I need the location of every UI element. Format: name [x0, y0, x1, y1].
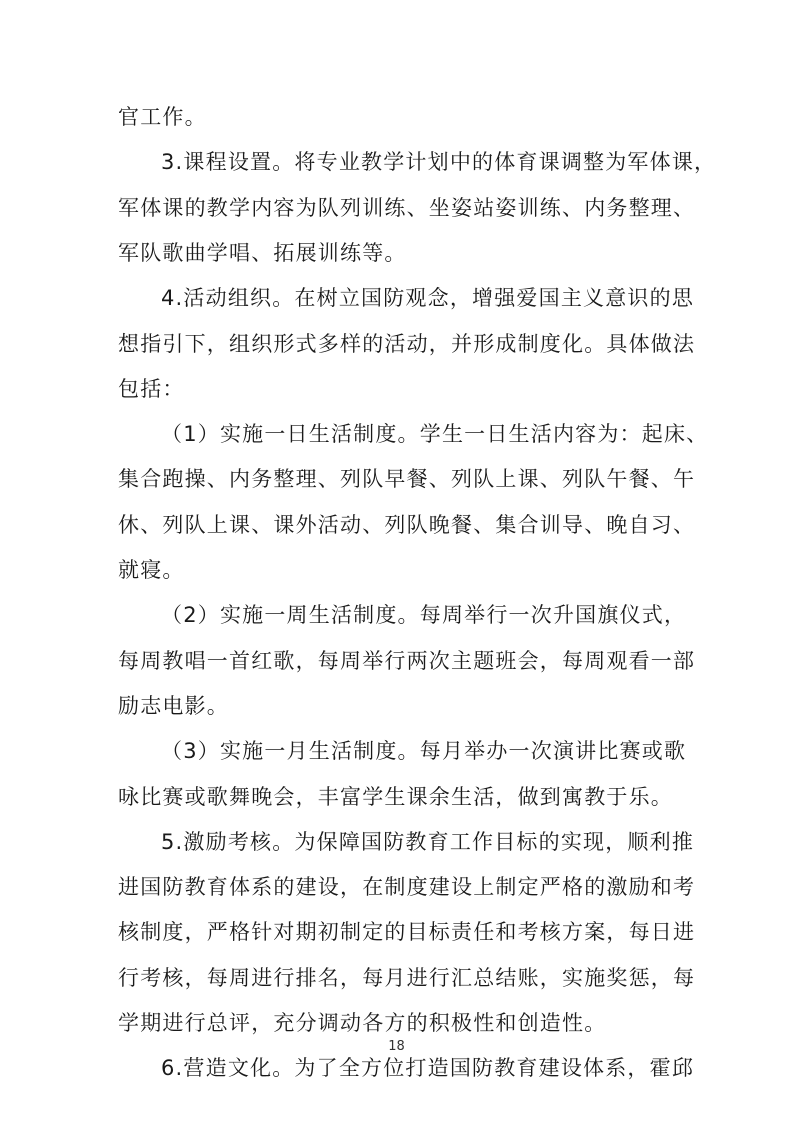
- text-line: 军体课的教学内容为队列训练、坐姿站姿训练、内务整理、: [118, 196, 696, 220]
- text-line: 军队歌曲学唱、拓展训练等。: [118, 241, 407, 265]
- text-line: 5.激励考核。为保障国防教育工作目标的实现，顺利推: [161, 830, 695, 854]
- text-line: 行考核，每周进行排名，每月进行汇总结账，实施奖惩，每: [118, 966, 696, 990]
- text-line: 想指引下，组织形式多样的活动，并形成制度化。具体做法: [118, 332, 696, 356]
- text-line: 就寝。: [118, 558, 185, 582]
- text-line: 6.营造文化。为了全方位打造国防教育建设体系，霍邱: [161, 1056, 695, 1080]
- text-line: 核制度，严格针对期初制定的目标责任和考核方案，每日进: [118, 920, 696, 944]
- page-number: 18: [388, 1039, 405, 1054]
- text-line: 3.课程设置。将专业教学计划中的体育课调整为军体课，: [161, 150, 717, 174]
- text-line: 休、列队上课、课外活动、列队晚餐、集合训导、晚自习、: [118, 513, 696, 537]
- text-line: （2）实施一周生活制度。每周举行一次升国旗仪式，: [161, 603, 687, 627]
- text-line: （3）实施一月生活制度。每月举办一次演讲比赛或歌: [161, 739, 687, 763]
- text-line: 包括：: [118, 377, 185, 401]
- text-line: （1）实施一日生活制度。学生一日生活内容为：起床、: [161, 422, 709, 446]
- text-line: 学期进行总评，充分调动各方的积极性和创造性。: [118, 1011, 607, 1035]
- text-line: 咏比赛或歌舞晚会，丰富学生课余生活，做到寓教于乐。: [118, 785, 673, 809]
- text-line: 进国防教育体系的建设，在制度建设上制定严格的激励和考: [118, 875, 696, 899]
- text-line: 集合跑操、内务整理、列队早餐、列队上课、列队午餐、午: [118, 467, 696, 491]
- text-line: 官工作。: [118, 105, 207, 129]
- text-line: 每周教唱一首红歌，每周举行两次主题班会，每周观看一部: [118, 649, 696, 673]
- text-line: 励志电影。: [118, 694, 229, 718]
- text-line: 4.活动组织。在树立国防观念，增强爱国主义意识的思: [161, 286, 695, 310]
